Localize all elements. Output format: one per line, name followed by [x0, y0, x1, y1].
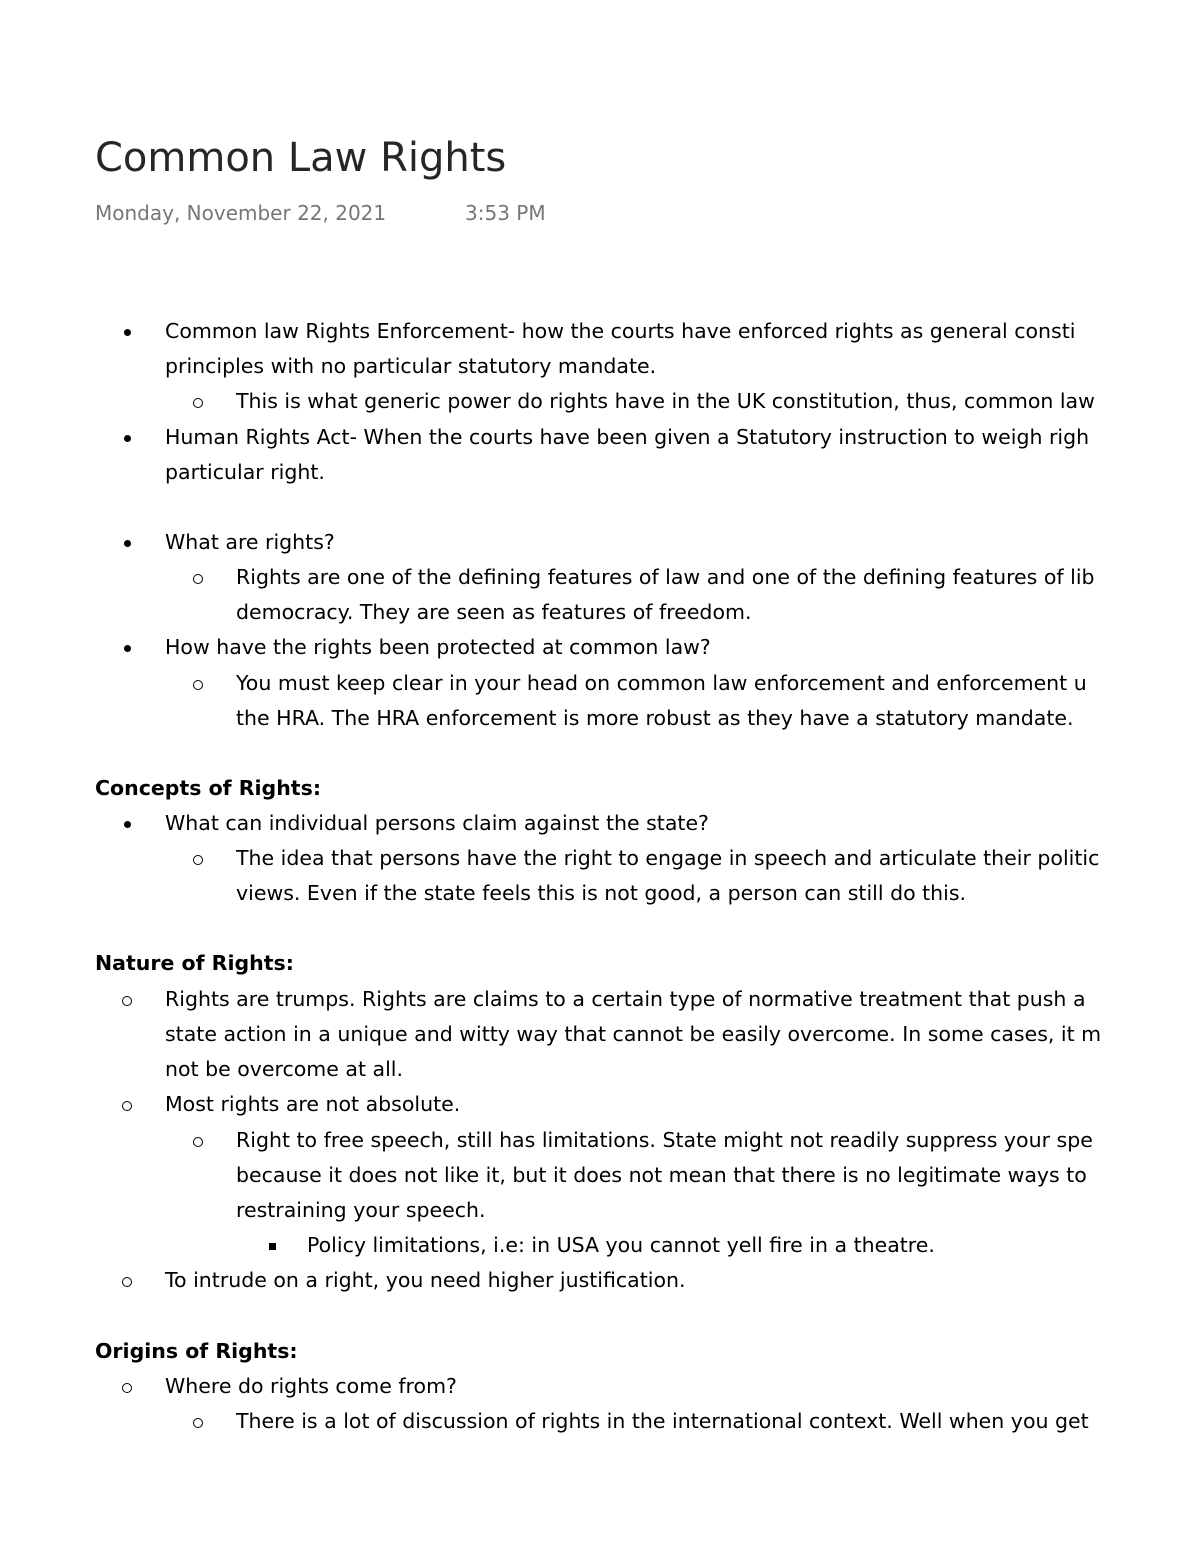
bullet-circle-icon: [188, 386, 208, 416]
bullet-dot-icon: [117, 422, 137, 452]
bullet-dot-icon: [117, 632, 137, 662]
list-item-continuation: principles with no particular statutory mandate.: [165, 354, 657, 378]
bullet-circle-icon: [188, 843, 208, 873]
section-heading-concepts: Concepts of Rights:: [95, 776, 322, 800]
list-item: Where do rights come from?: [165, 1374, 457, 1398]
bullet-circle-icon: [188, 562, 208, 592]
list-item-continuation: particular right.: [165, 460, 325, 484]
list-item: Rights are trumps. Rights are claims to a certain type of normative treatment that push a: [165, 987, 1086, 1011]
list-item: How have the rights been protected at common law?: [165, 635, 711, 659]
page-timestamp: [95, 198, 546, 228]
bullet-circle-icon: [188, 1406, 208, 1436]
list-item: What are rights?: [165, 530, 335, 554]
bullet-dot-icon: [117, 316, 137, 346]
section-heading-origins: Origins of Rights:: [95, 1339, 298, 1363]
list-item: Most rights are not absolute.: [165, 1092, 461, 1116]
bullet-circle-icon: [117, 984, 137, 1014]
page-title: Common Law Rights: [95, 135, 507, 181]
bullet-circle-icon: [188, 668, 208, 698]
list-item-continuation: not be overcome at all.: [165, 1057, 403, 1081]
list-item: To intrude on a right, you need higher justification.: [165, 1268, 686, 1292]
sub-list-item-continuation: views. Even if the state feels this is not good, a person can still do this.: [236, 881, 967, 905]
sub-list-item: There is a lot of discussion of rights in the international context. Well when you get: [236, 1409, 1089, 1433]
sub-list-item: The idea that persons have the right to engage in speech and articulate their politic: [236, 846, 1100, 870]
sub-list-item-continuation: democracy. They are seen as features of freedom.: [236, 600, 752, 624]
bullet-dot-icon: [117, 527, 137, 557]
sub-list-item: Right to free speech, still has limitations. State might not readily suppress your spe: [236, 1128, 1093, 1152]
sub-list-item: You must keep clear in your head on common law enforcement and enforcement u: [236, 671, 1087, 695]
sub-sub-list-item: Policy limitations, i.e: in USA you cannot yell fire in a theatre.: [307, 1233, 935, 1257]
sub-list-item: Rights are one of the defining features of law and one of the defining features of lib: [236, 565, 1095, 589]
list-item: Human Rights Act- When the courts have been given a Statutory instruction to weigh righ: [165, 425, 1090, 449]
list-item: What can individual persons claim against the state?: [165, 811, 709, 835]
page-date: Monday, November 22, 2021: [95, 201, 387, 225]
section-heading-nature: Nature of Rights:: [95, 951, 294, 975]
list-item: Common law Rights Enforcement- how the courts have enforced rights as general consti: [165, 319, 1076, 343]
bullet-circle-icon: [117, 1089, 137, 1119]
page-time: 3:53 PM: [465, 201, 546, 225]
bullet-dot-icon: [117, 808, 137, 838]
bullet-square-icon: [262, 1230, 282, 1260]
bullet-circle-icon: [188, 1125, 208, 1155]
sub-list-item-continuation: restraining your speech.: [236, 1198, 486, 1222]
bullet-circle-icon: [117, 1371, 137, 1401]
list-item-continuation: state action in a unique and witty way that cannot be easily overcome. In some cases, it m: [165, 1022, 1102, 1046]
bullet-circle-icon: [117, 1265, 137, 1295]
sub-list-item-continuation: the HRA. The HRA enforcement is more robust as they have a statutory mandate.: [236, 706, 1074, 730]
sub-list-item: This is what generic power do rights have in the UK constitution, thus, common law: [236, 389, 1095, 413]
sub-list-item-continuation: because it does not like it, but it does not mean that there is no legitimate ways to: [236, 1163, 1087, 1187]
